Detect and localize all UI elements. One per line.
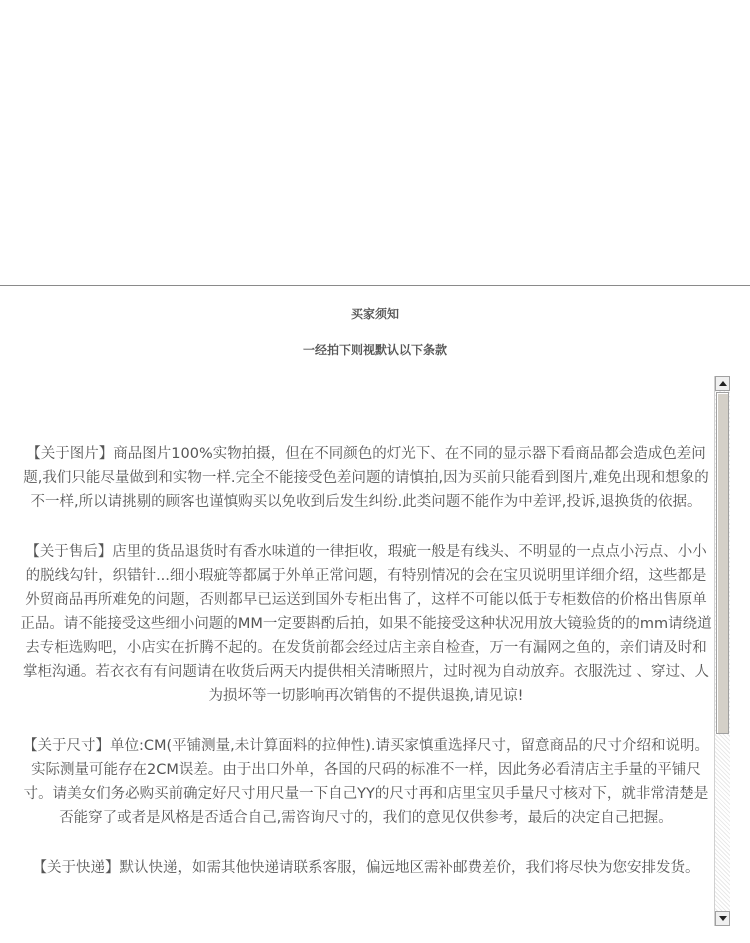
arrow-down-icon <box>719 916 727 921</box>
scrollbar-thumb[interactable] <box>716 392 729 734</box>
image-placeholder-area <box>0 0 750 285</box>
scroll-down-button[interactable] <box>715 911 730 926</box>
scroll-up-button[interactable] <box>715 376 730 391</box>
terms-content <box>20 442 712 906</box>
section-divider <box>0 285 750 286</box>
terms-section-shipping: 【关于快递】默认快递，如需其他快递请联系客服，偏远地区需补邮费差价，我们将尽快为您安排发货。 <box>32 860 700 876</box>
terms-section-pictures: 【关于图片】商品图片100%实物拍摄，但在不同颜色的灯光下、在不同的显示器下看商品都会造成色差问题,我们只能尽量做到和实物一样.完全不能接受色差问题的请慎拍,因为买前只能看到图片,难免出现和想象的不一样,所以请挑剔的顾客也谨慎购买以免收到后发生纠纷.此类问题不能作为中差评,投诉,退换货的依据。 <box>23 446 709 510</box>
notice-title: 买家须知 <box>350 307 399 321</box>
notice-subtitle: 一经拍下则视默认以下条款 <box>302 343 447 357</box>
terms-section-after-sales: 【关于售后】店里的货品退货时有香水味道的一律拒收，瑕疵一般是有线头、不明显的一点点小污点、小小的脱线勾针，织错针...细小瑕疵等都属于外单正常问题，有特别情况的会在宝贝说明里详细介绍，这些都是外贸商品再所难免的问题，否则都早已运送到国外专柜出售了，这样不可能以低于专柜数倍的价格出售原单正品。请不能接受这些细小问题的MM一定要斟酌后拍，如果不能接受这种状况用放大镜验货的的mm请绕道去专柜选购吧，小店实在折腾不起的。在发货前都会经过店主亲自检查，万一有漏网之鱼的，亲们请及时和掌柜沟通。若衣衣有有问题请在收货后两天内提供相关清晰照片，过时视为自动放弃。衣服洗过 、穿过、人为损坏等一切影响再次销售的不提供退换,请见谅! <box>20 544 712 704</box>
arrow-up-icon <box>719 381 727 386</box>
terms-scroll-area[interactable] <box>0 376 730 926</box>
terms-section-sizes: 【关于尺寸】单位:CM(平铺测量,未计算面料的拉伸性).请买家慎重选择尺寸，留意商品的尺寸介绍和说明。实际测量可能存在2CM误差。由于出口外单，各国的尺码的标准不一样，因此务必看清店主手量的平铺尺寸。请美女们务必购买前确定好尺寸用尺量一下自己YY的尺寸再和店里宝贝手量尺寸核对下，就非常清楚是否能穿了或者是风格是否适合自己,需咨询尺寸的，我们的意见仅供参考，最后的决定自己把握。 <box>22 738 710 826</box>
vertical-scrollbar[interactable] <box>714 376 730 926</box>
